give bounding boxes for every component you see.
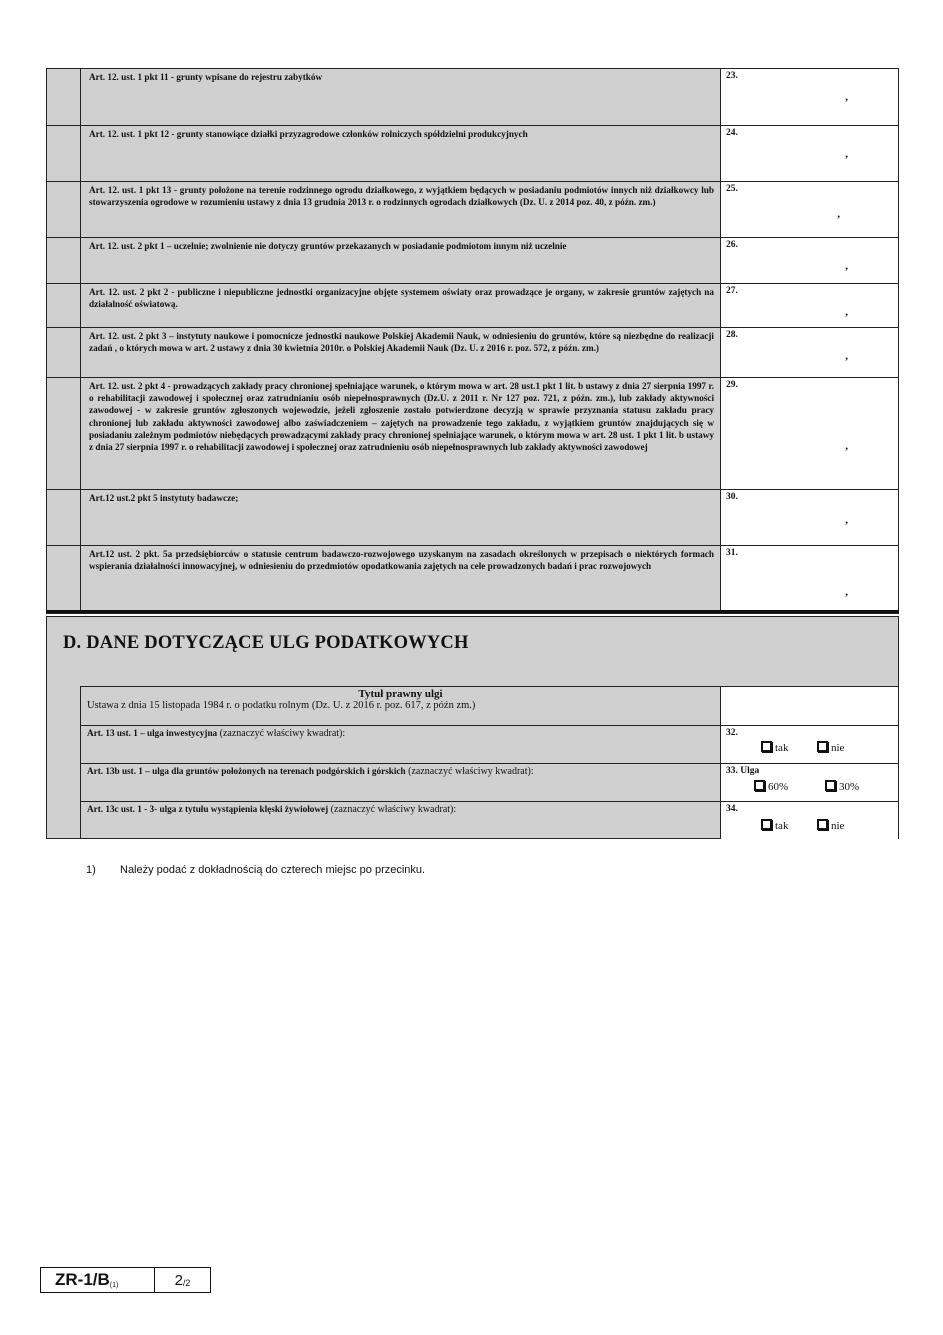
row-label-normal: (zaznaczyć właściwy kwadrat): xyxy=(328,804,457,815)
option-60[interactable] xyxy=(754,780,788,793)
field-number: 23. xyxy=(726,71,738,81)
footnote-text: Należy podać z dokładnością do czterech miejsc po przecinku. xyxy=(120,864,426,876)
legal-basis-header xyxy=(81,687,721,725)
row-description: Art. 12. ust. 1 pkt 11 - grunty wpisane do rejestru zabytków xyxy=(81,69,721,125)
field-number: 31. xyxy=(726,548,738,558)
checkbox-icon[interactable] xyxy=(825,780,836,791)
table-row xyxy=(47,238,898,284)
field-number: 27. xyxy=(726,286,738,296)
row-gutter xyxy=(47,69,81,125)
table-row xyxy=(47,69,898,126)
row-description: Art. 12. ust. 2 pkt 3 – instytuty naukowe i pomocnicze jednostki naukowe Polskiej Akademii Nauk, w odniesieniu do gruntów, które są niezbędne do realizacji zadań , o których mowa w art. 2 ustawy z dnia 30 kwietnia 2010r. o Polskiej Akademii Nauk (Dz. U. z 2016 r. poz. 572, z późn. zm.) xyxy=(81,328,721,377)
exemptions-table xyxy=(46,68,899,614)
field-number: 33. Ulga xyxy=(726,766,760,776)
decimal-comma: , xyxy=(845,148,848,160)
option-30[interactable] xyxy=(825,780,859,793)
header-empty-cell xyxy=(721,687,898,725)
decimal-comma: , xyxy=(845,514,848,526)
option-label: tak xyxy=(775,820,789,832)
field-34 xyxy=(721,802,898,839)
row-label-bold: Art. 13 ust. 1 – ulga inwestycyjna xyxy=(87,728,218,738)
option-tak[interactable] xyxy=(761,741,788,754)
option-label: nie xyxy=(831,820,845,832)
field-number: 34. xyxy=(726,804,738,814)
field-29[interactable] xyxy=(721,378,898,489)
row-gutter xyxy=(47,182,81,237)
row-description: Art. 12. ust. 2 pkt 4 - prowadzących zakłady pracy chronionej spełniające warunek, o którym mowa w art. 28 ust.1 pkt 1 lit. b ustawy z dnia 27 sierpnia 1997 r. o rehabilitacji zawodowej i społecznej oraz zatrudnianiu osób niepełnosprawnych (Dz.U. z 2011 r. Nr 127 poz. 721, z późn. zm.), lub zakłady aktywności zawodowej - w zakresie gruntów zgłoszonych wojewodzie, jeżeli zgłoszenie zostało potwierdzone decyzją w sprawie przyznania statusu zakładu pracy chronionej lub zakładu aktywności zawodowej albo zaświadczeniem – zajętych na prowadzenie tego zakładu, z wyjątkiem gruntów znajdujących się w posiadaniu zależnym podmiotów niebędących prowadzącymi zakłady pracy chronionej spełniające warunek, o którym mowa w art. 28 ust. 1 pkt 1 lit. b ustawy z dnia 27 sierpnia 1997 r. o rehabilitacji zawodowej i społecznej oraz zatrudnieniu osób niepełnosprawnych lub zakłady aktywności zawodowej xyxy=(81,378,721,489)
decimal-comma: , xyxy=(845,440,848,452)
field-25[interactable] xyxy=(721,182,898,237)
page-number xyxy=(155,1268,210,1292)
field-23[interactable] xyxy=(721,69,898,125)
row-gutter xyxy=(47,378,81,489)
table-row xyxy=(81,726,898,764)
page-total: /2 xyxy=(182,1278,191,1288)
field-31[interactable] xyxy=(721,546,898,613)
table-row xyxy=(47,546,898,613)
table-row xyxy=(47,182,898,238)
decimal-comma: , xyxy=(845,306,848,318)
form-code-name: ZR-1/B xyxy=(55,1270,110,1289)
row-description: Art. 12. ust. 2 pkt 1 – uczelnie; zwolnienie nie dotyczy gruntów przekazanych w posiadanie podmiotom innym niż uczelnie xyxy=(81,238,721,283)
decimal-comma: , xyxy=(845,91,848,103)
decimal-comma: , xyxy=(845,260,848,272)
table-header-row xyxy=(81,687,898,726)
row-gutter xyxy=(47,284,81,327)
row-description: Art.12 ust. 2 pkt. 5a przedsiębiorców o statusie centrum badawczo-rozwojowego uzyskanym na zasadach określonych w przepisach o niektórych formach wspierania działalności innowacyjnej, w odniesieniu do przedmiotów opodatkowania zajętych na cele prowadzonych badań i prac rozwojowych xyxy=(81,546,721,613)
field-32 xyxy=(721,726,898,763)
field-24[interactable] xyxy=(721,126,898,181)
table-row xyxy=(47,284,898,328)
row-description: Art. 12. ust. 1 pkt 13 - grunty położone na terenie rodzinnego ogrodu działkowego, z wyjątkiem będących w posiadaniu podmiotów innych niż działkowcy lub stowarzyszenia ogrodowe w rozumieniu ustawy z dnia 13 grudnia 2013 r. o rodzinnych ogrodach działkowych (Dz. U. z 2014 poz. 40, z późn. zm.) xyxy=(81,182,721,237)
row-gutter xyxy=(47,238,81,283)
row-description xyxy=(81,726,721,763)
option-label: 60% xyxy=(768,781,789,793)
row-description: Art.12 ust.2 pkt 5 instytuty badawcze; xyxy=(81,490,721,545)
row-gutter xyxy=(47,546,81,613)
option-nie[interactable] xyxy=(817,741,844,754)
checkbox-icon[interactable] xyxy=(817,819,828,830)
option-tak[interactable] xyxy=(761,819,788,832)
field-number: 30. xyxy=(726,492,738,502)
row-description xyxy=(81,802,721,839)
table-row xyxy=(47,126,898,182)
row-label-bold: Art. 13c ust. 1 - 3- ulga z tytułu wystąpienia klęski żywiołowej xyxy=(87,804,329,814)
row-label-normal: (zaznaczyć właściwy kwadrat): xyxy=(405,766,534,777)
tax-relief-table xyxy=(80,686,898,839)
section-d xyxy=(46,616,899,839)
field-33 xyxy=(721,764,898,801)
decimal-comma: , xyxy=(845,350,848,362)
row-description xyxy=(81,764,721,801)
table-row xyxy=(47,490,898,546)
field-number: 29. xyxy=(726,380,738,390)
form-code-box xyxy=(40,1267,211,1293)
field-number: 24. xyxy=(726,128,738,138)
row-gutter xyxy=(47,126,81,181)
footnote-number: 1) xyxy=(86,864,96,876)
option-label: nie xyxy=(831,742,845,754)
field-26[interactable] xyxy=(721,238,898,283)
form-code xyxy=(41,1268,155,1292)
row-description: Art. 12. ust. 2 pkt 2 - publiczne i niepubliczne jednostki organizacyjne objęte systemem oświaty oraz prowadzące je organy, w zakresie gruntów zajętych na działalność oświatową. xyxy=(81,284,721,327)
decimal-comma: , xyxy=(837,208,840,220)
decimal-comma: , xyxy=(845,586,848,598)
row-gutter xyxy=(47,490,81,545)
option-label: tak xyxy=(775,742,789,754)
field-number: 25. xyxy=(726,184,738,194)
field-number: 32. xyxy=(726,728,738,738)
page-current: 2 xyxy=(174,1271,183,1289)
field-28[interactable] xyxy=(721,328,898,377)
section-divider xyxy=(46,610,899,613)
row-label-normal: (zaznaczyć właściwy kwadrat): xyxy=(217,728,346,739)
form-code-sub: (1) xyxy=(109,1281,119,1289)
table-row xyxy=(81,802,898,839)
field-30[interactable] xyxy=(721,490,898,545)
checkbox-icon[interactable] xyxy=(817,741,828,752)
row-gutter xyxy=(47,328,81,377)
checkbox-icon[interactable] xyxy=(761,741,772,752)
header-subtitle: Ustawa z dnia 15 listopada 1984 r. o podatku rolnym (Dz. U. z 2016 r. poz. 617, z późn zm.) xyxy=(87,700,476,711)
header-title: Tytuł prawny ulgi xyxy=(358,688,443,700)
table-row xyxy=(47,378,898,490)
row-description: Art. 12. ust. 1 pkt 12 - grunty stanowiące działki przyzagrodowe członków rolniczych spółdzielni produkcyjnych xyxy=(81,126,721,181)
checkbox-icon[interactable] xyxy=(754,780,765,791)
section-title: D. DANE DOTYCZĄCE ULG PODATKOWYCH xyxy=(63,633,469,653)
footnote xyxy=(86,864,425,876)
option-label: 30% xyxy=(839,781,860,793)
option-nie[interactable] xyxy=(817,819,844,832)
table-row xyxy=(47,328,898,378)
checkbox-icon[interactable] xyxy=(761,819,772,830)
table-row xyxy=(81,764,898,802)
field-number: 28. xyxy=(726,330,738,340)
field-number: 26. xyxy=(726,240,738,250)
row-label-bold: Art. 13b ust. 1 – ulga dla gruntów położonych na terenach podgórskich i górskich xyxy=(87,766,406,776)
field-27[interactable] xyxy=(721,284,898,327)
